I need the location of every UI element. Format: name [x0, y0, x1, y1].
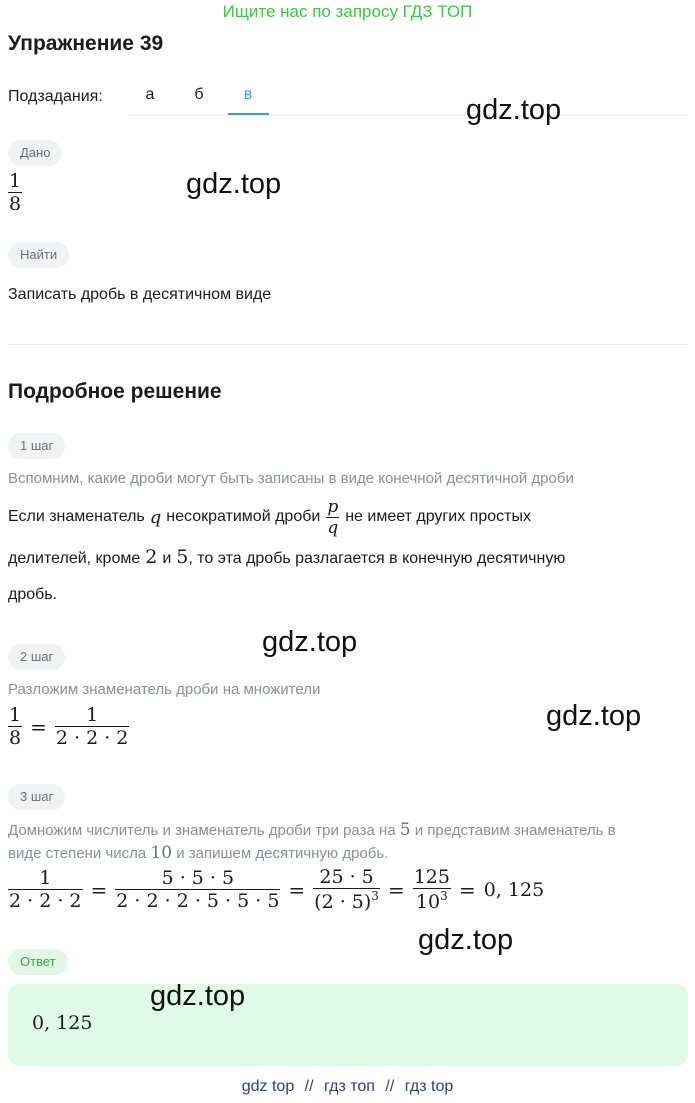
- step2-chip: 2 шаг: [8, 644, 65, 670]
- step1-line2-b: , то эта дробь разлагается в конечную десятичную: [188, 550, 566, 567]
- step2-rhs: [55, 704, 130, 749]
- step3-f4-den-exp: 3: [440, 889, 448, 903]
- equals-sign-2: =: [288, 877, 306, 902]
- number-2: 2: [145, 546, 158, 568]
- answer-value: 0, 125: [32, 1012, 93, 1034]
- step1-line3: дробь.: [8, 586, 58, 603]
- step2-lhs-num: 1: [9, 704, 22, 726]
- step1-and: и: [162, 550, 172, 567]
- equals-sign-3: =: [387, 877, 405, 902]
- step3-chip: 3 шаг: [8, 784, 65, 810]
- step3-hint-a: Домножим числитель и знаменатель дроби три раза на: [8, 822, 396, 839]
- step2-rhs-den: 2 · 2 · 2: [55, 727, 129, 749]
- solution-heading: Подробное решение: [8, 380, 222, 403]
- footer-sep-2: //: [385, 1078, 395, 1095]
- footer-link-gdz-top[interactable]: gdz top: [241, 1078, 295, 1095]
- step3-f3-num: 25 · 5: [319, 866, 374, 888]
- answer-box: [8, 984, 688, 1066]
- frac-p: p: [327, 496, 339, 517]
- number-5: 5: [176, 546, 189, 568]
- step3-frac4: [413, 866, 451, 913]
- step3-hint-line2: [8, 843, 388, 863]
- equals-sign: =: [30, 714, 47, 739]
- promo-banner: Ищите нас по запросу ГДЗ ТОП: [222, 2, 473, 21]
- given-chip: Дано: [8, 140, 62, 166]
- step3-frac1: [8, 867, 83, 912]
- step3-f2-den: 2 · 2 · 2 · 5 · 5 · 5: [116, 890, 280, 912]
- subtasks-label: Подзадания:: [8, 88, 103, 105]
- given-denominator: 8: [9, 193, 22, 215]
- step3-f1-den: 2 · 2 · 2: [9, 890, 82, 912]
- page-title: Упражнение 39: [8, 32, 164, 55]
- find-text: Записать дробь в десятичном виде: [8, 286, 272, 303]
- step1-line1-b: несократимой дроби: [166, 508, 321, 525]
- step3-hint-b: и представим знаменатель в: [414, 822, 616, 839]
- section-divider: [8, 344, 688, 345]
- tab-subtask-v[interactable]: в: [243, 86, 253, 103]
- equals-sign-4: =: [458, 877, 476, 902]
- fraction-p-over-q: [326, 497, 339, 538]
- find-chip: Найти: [8, 242, 69, 268]
- step3-f3-den: [313, 888, 380, 913]
- step2-hint: Разложим знаменатель дроби на множители: [8, 681, 321, 698]
- step3-f1-num: 1: [39, 867, 52, 889]
- given-numerator: 1: [9, 170, 22, 192]
- step3-f3-den-base: (2 · 5): [314, 891, 372, 913]
- step1-line2-a: делителей, кроме: [8, 550, 141, 567]
- footer-sep-1: //: [304, 1078, 314, 1095]
- step3-frac2: [115, 867, 280, 912]
- step3-hint-d: и запишем десятичную дробь.: [176, 845, 389, 862]
- step3-hint-c: виде степени числа: [8, 845, 147, 862]
- step1-line1-a: Если знаменатель: [8, 508, 145, 525]
- watermark-4: gdz.top: [546, 700, 642, 732]
- step3-f4-num: 125: [413, 866, 450, 888]
- watermark-6: gdz.top: [150, 980, 246, 1012]
- subtask-tabs: [128, 76, 688, 116]
- tab-subtask-a[interactable]: а: [145, 86, 155, 103]
- step1-chip: 1 шаг: [8, 433, 65, 459]
- step2-lhs-den: 8: [9, 727, 22, 749]
- footer-links: [0, 1078, 695, 1096]
- tab-subtask-b[interactable]: б: [194, 86, 204, 103]
- equals-sign-1: =: [90, 877, 108, 902]
- step2-equation: [8, 704, 129, 749]
- step3-hint-5: 5: [399, 820, 411, 840]
- step1-hint: Вспомним, какие дроби могут быть записаны в виде конечной десятичной дроби: [8, 470, 574, 487]
- step1-line1-c: не имеет других простых: [345, 508, 531, 525]
- step3-result: 0, 125: [483, 878, 545, 901]
- active-tab-indicator: [228, 113, 269, 115]
- footer-link-gdz-top-ru[interactable]: гдз топ: [324, 1078, 375, 1095]
- step1-line1: [8, 494, 531, 540]
- watermark-1: gdz.top: [466, 94, 562, 126]
- step3-frac3: [313, 866, 380, 913]
- step3-hint-10: 10: [150, 843, 173, 863]
- step3-f2-num: 5 · 5 · 5: [161, 867, 235, 889]
- step2-rhs-num: 1: [86, 704, 99, 726]
- step1-line2: [8, 546, 565, 568]
- footer-link-gdz-top-mixed[interactable]: гдз top: [404, 1078, 454, 1095]
- frac-q: q: [327, 517, 339, 538]
- answer-chip: Ответ: [8, 949, 68, 975]
- watermark-3: gdz.top: [262, 626, 358, 658]
- given-fraction: [8, 170, 22, 215]
- step3-equation: [8, 866, 544, 913]
- step3-f3-den-exp: 3: [371, 889, 379, 903]
- var-q: q: [149, 506, 162, 528]
- watermark-2: gdz.top: [186, 168, 282, 200]
- step2-lhs: [8, 704, 22, 749]
- watermark-5: gdz.top: [418, 924, 514, 956]
- step3-f4-den-base: 10: [415, 891, 441, 913]
- step3-hint-line1: [8, 820, 616, 840]
- step3-f4-den: [413, 888, 451, 913]
